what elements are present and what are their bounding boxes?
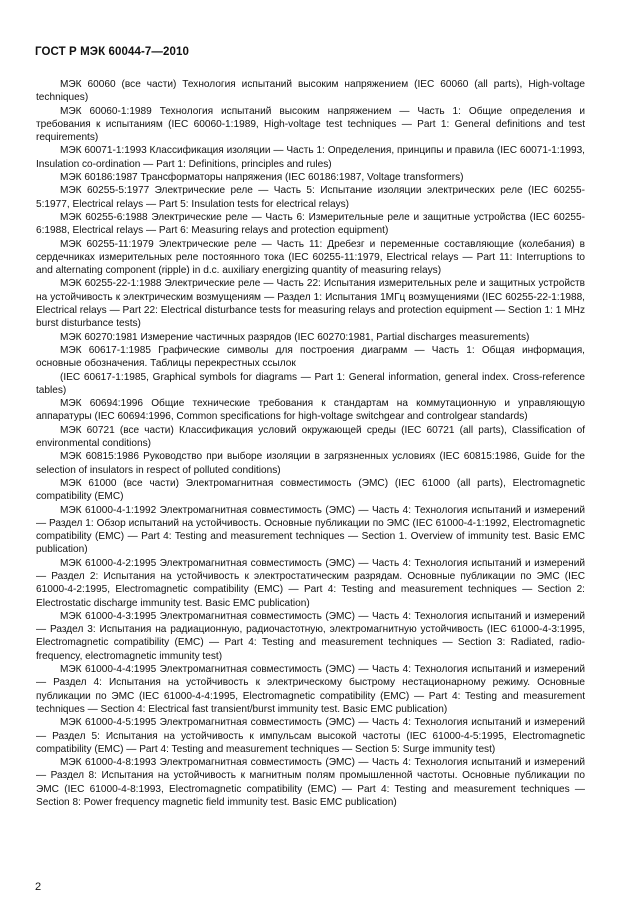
page-header: ГОСТ Р МЭК 60044-7—2010 [35,46,189,58]
reference-paragraph: МЭК 60060-1:1989 Технология испытаний высоким напряжением — Часть 1: Общие определения и требования к испытаниям (IEC 60060-1:1989, High-voltage test techniques — Part 1: General definitions and test requirements) [36,105,585,144]
reference-paragraph: МЭК 61000-4-3:1995 Электромагнитная совместимость (ЭМС) — Часть 4: Технология испытаний и измерений — Раздел 3: Испытания на радиационную, радиочастотную, электромагнитную устойчивость (IEC 61000-4-3:1995, Electromagnetic compatibility (EMC) — Part 4: Testing and measurement techniques — Section 3: Radiated, radio-frequency, electromagnetic immunity test) [36,610,585,662]
reference-paragraph: МЭК 60255-5:1977 Электрические реле — Часть 5: Испытание изоляции электрических реле (IEC 60255-5:1977, Electrical relays — Part 5: Insulation tests for electrical relays) [36,185,585,210]
reference-paragraph: МЭК 61000 (все части) Электромагнитная совместимость (ЭМС) (IEC 61000 (all parts), Electromagnetic compatibility (EMC) [36,477,585,503]
reference-paragraph: МЭК 60186:1987 Трансформаторы напряжения (IEC 60186:1987, Voltage transformers) [60,172,464,184]
reference-paragraph: МЭК 61000-4-2:1995 Электромагнитная совместимость (ЭМС) — Часть 4: Технология испытаний и измерений — Раздел 2: Испытания на устойчивость к электростатическим разрядам. Основные публикации по ЭМС (IEC 61000-4-2:1995, Electromagnetic compatibility (EMC) — Part 4: Testing and measurement techniques — Section 2: Electrostatic discharge immunity test. Basic EMC publication) [36,557,585,609]
reference-paragraph: МЭК 60815:1986 Руководство при выборе изоляции в загрязненных условиях (IEC 60815:1986, Guide for the selection of insulators in respect of polluted conditions) [36,451,585,476]
reference-paragraph: МЭК 60255-22-1:1988 Электрические реле — Часть 22: Испытания измерительных реле и защитных устройств на устойчивость к электрическим возмущениям — Раздел 1: Испытания 1МГц возмущениями (IEC 60255-22-1:1988, Electrical relays — Part 22: Electrical disturbance tests for measuring relays and protection equipment — Section 1: 1 MHz burst disturbance tests) [36,278,585,330]
reference-paragraph: МЭК 60270:1981 Измерение частичных разрядов (IEC 60270:1981, Partial discharges measurements) [60,331,530,343]
references-list [36,78,585,809]
reference-paragraph: МЭК 60617-1:1985 Графические символы для построения диаграмм — Часть 1: Общая информация, основные обозначения. Таблицы перекрестных ссылок [36,344,585,370]
reference-paragraph: МЭК 61000-4-4:1995 Электромагнитная совместимость (ЭМС) — Часть 4: Технология испытаний и измерений — Раздел 4: Испытания на устойчивость к электрическому быстрому нестационарному режиму. Основные публикации по ЭМС (IEC 61000-4-4:1995, Electromagnetic compatibility (EMC) — Part 4: Testing and measurement techniques — Section 4: Electrical fast transient/burst immunity test. Basic EMC publication) [36,664,585,715]
reference-paragraph: МЭК 60071-1:1993 Классификация изоляции — Часть 1: Определения, принципы и правила (IEC 60071-1:1993, Insulation co-ordination — Part 1: Definitions, principles and rules) [36,145,585,170]
reference-paragraph: МЭК 60060 (все части) Технология испытаний высоким напряжением (IEC 60060 (all parts), High-voltage techniques) [36,79,585,104]
reference-paragraph: МЭК 60721 (все части) Классификация условий окружающей среды (IEC 60721 (all parts), Classification of environmental conditions) [36,424,585,450]
reference-paragraph: (IEC 60617-1:1985, Graphical symbols for diagrams — Part 1: General information, general index. Cross-reference tables) [36,371,585,396]
reference-paragraph: МЭК 60694:1996 Общие технические требования к стандартам на коммутационную и управляющую аппаратуры (IEC 60694:1996, Common specifications for high-voltage switchgear and controlgear standards) [36,398,585,423]
reference-paragraph: МЭК 61000-4-1:1992 Электромагнитная совместимость (ЭМС) — Часть 4: Технология испытаний и измерений — Раздел 1: Обзор испытаний на устойчивость. Основные публикации по ЭМС (IEC 61000-4-1:1992, Electromagnetic compatibility (EMC) — Part 4: Testing and measurement techniques — Section 1. Overview of immunity test. Basic EMC publication) [36,504,585,556]
reference-paragraph: МЭК 60255-11:1979 Электрические реле — Часть 11: Дребезг и переменные составляющие (колебания) в сердечниках измерительных реле постоянного тока (IEC 60255-11:1979, Electrical relays — Part 11: Interruptions to and alternating component (ripple) in d.c. auxiliary energizing quantity of measuring relays) [36,238,585,277]
reference-paragraph: МЭК 61000-4-5:1995 Электромагнитная совместимость (ЭМС) — Часть 4: Технология испытаний и измерений — Раздел 5: Испытания на устойчивость к импульсам высокой частоты (IEC 61000-4-5:1995, Electromagnetic compatibility (EMC) — Part 4: Testing and measurement techniques — Section 5: Surge immunity test) [36,717,585,755]
reference-paragraph: МЭК 60255-6:1988 Электрические реле — Часть 6: Измерительные реле и защитные устройства (IEC 60255-6:1988, Electrical relays — Part 6: Measuring relays and protection equipment) [36,211,585,237]
page-number: 2 [35,881,42,893]
reference-paragraph: МЭК 61000-4-8:1993 Электромагнитная совместимость (ЭМС) — Часть 4: Технология испытаний и измерений — Раздел 8: Испытания на устойчивость к магнитным полям промышленной частоты. Основные публикации по ЭМС (IEC 61000-4-8:1993, Electromagnetic compatibility (EMC) — Part 4: Testing and measurement techniques — Section 8: Power frequency magnetic field immunity test. Basic EMC publication) [36,757,585,809]
